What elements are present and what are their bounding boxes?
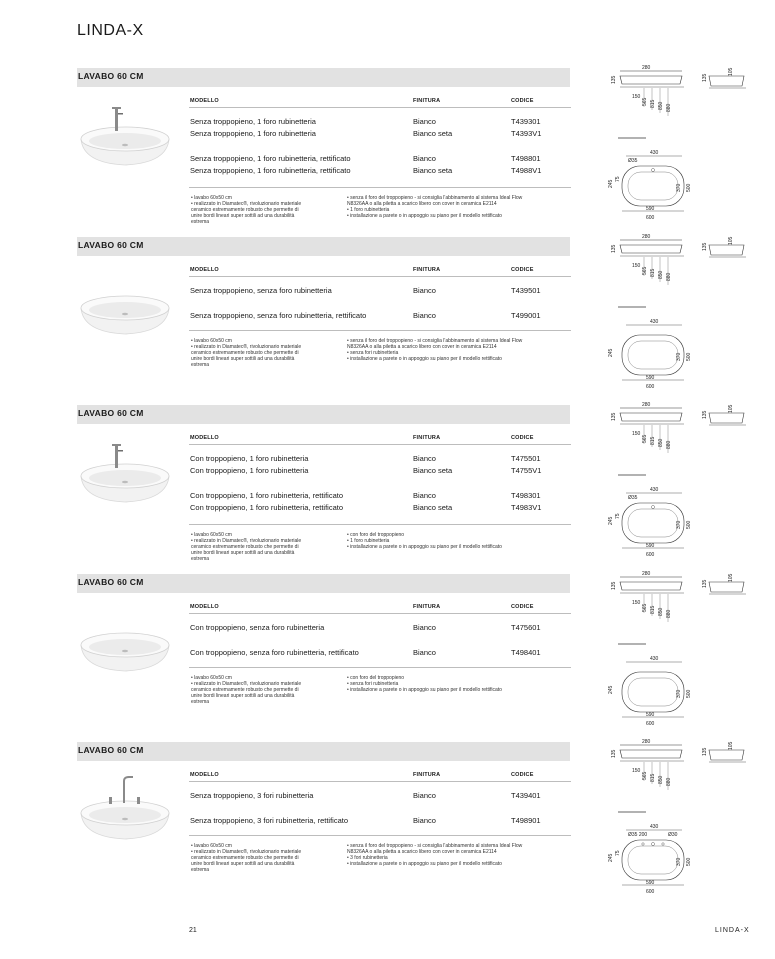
note-line: estrema	[191, 699, 210, 705]
notes-left	[191, 338, 301, 368]
dim-width: 280	[642, 234, 651, 240]
dim-150: 150	[632, 263, 641, 269]
dim-height: 565	[642, 603, 648, 612]
code-cell: T4988V1	[511, 166, 542, 175]
dim-side-depth: 105	[728, 67, 734, 76]
dim-height: 850	[658, 101, 664, 110]
drain	[122, 481, 128, 483]
column-header-code: CODICE	[511, 772, 534, 778]
dim-370: 370	[676, 520, 682, 529]
note-line: • senza fori rubinetteria	[347, 681, 399, 687]
note-line: N8326AA o alla piletta a scarico libero con cover in ceramica E2114	[347, 849, 497, 855]
dim-245: 245	[608, 853, 614, 862]
dim-height: 880	[666, 777, 672, 786]
note-line: ceramico estremamente robusto che permette di	[191, 350, 299, 356]
dim-height: 815	[650, 773, 656, 782]
note-line: ceramico estremamente robusto che permette di	[191, 544, 299, 550]
faucet-handle	[118, 113, 123, 115]
basin-photo	[77, 101, 173, 171]
notes-right	[347, 195, 522, 219]
dim-500: 500	[686, 352, 692, 361]
dim-500: 500	[686, 183, 692, 192]
column-header-code: CODICE	[511, 435, 534, 441]
page-number: 21	[189, 927, 197, 934]
code-cell: T4393V1	[511, 129, 542, 138]
plan-view-drawing	[606, 654, 706, 728]
dim-height: 815	[650, 268, 656, 277]
section-header-bar	[77, 405, 570, 424]
front-view-drawing	[606, 399, 706, 479]
dim-side-depth: 105	[728, 236, 734, 245]
dim-590: 590	[646, 880, 655, 886]
faucet-spout	[112, 107, 121, 109]
column-header-code: CODICE	[511, 267, 534, 273]
note-line: unire bordi lineari super sottili ad una durabilità	[191, 356, 295, 362]
dim-245: 245	[608, 179, 614, 188]
column-header-model: MODELLO	[190, 772, 219, 778]
finish-cell: Bianco seta	[413, 466, 453, 475]
dim-side-height: 135	[702, 410, 708, 419]
model-cell: Senza troppopieno, 1 foro rubinetteria	[190, 129, 316, 138]
product-section	[77, 234, 770, 405]
faucet-body	[115, 107, 118, 131]
model-cell: Con troppopieno, 1 foro rubinetteria	[190, 466, 309, 475]
dim-height: 565	[642, 434, 648, 443]
basin-side-profile	[709, 76, 744, 86]
basin-elevation	[620, 413, 682, 421]
model-cell: Con troppopieno, 1 foro rubinetteria, rettificato	[190, 503, 344, 512]
dim-height: 880	[666, 103, 672, 112]
plan-view-drawing	[606, 317, 706, 391]
dim-height: 880	[666, 609, 672, 618]
note-line: • lavabo 60x50 cm	[191, 675, 232, 681]
faucet-handle	[118, 450, 123, 452]
dim-370: 370	[676, 689, 682, 698]
basin-side-profile	[709, 582, 744, 592]
code-cell: T4755V1	[511, 466, 542, 475]
note-line: • senza il foro del troppopieno - si consiglia l'abbinamento al sistema Ideal Flow	[347, 338, 523, 344]
drain	[122, 650, 128, 652]
finish-cell: Bianco seta	[413, 129, 453, 138]
model-cell: Senza troppopieno, senza foro rubinetteria	[190, 286, 332, 295]
dim-height: 565	[642, 771, 648, 780]
dim-height: 850	[658, 438, 664, 447]
code-cell: T439301	[511, 117, 541, 126]
dim-430: 430	[650, 656, 659, 662]
front-view-drawing	[606, 736, 706, 816]
dim-height: 815	[650, 605, 656, 614]
dim-height: 850	[658, 270, 664, 279]
dim-width: 280	[642, 739, 651, 745]
code-cell: T475501	[511, 454, 541, 463]
basin-side-profile	[709, 750, 744, 760]
note-line: • installazione a parete o in appoggio su piano per il modello rettificato	[347, 544, 502, 550]
finish-cell: Bianco	[413, 286, 436, 295]
dim-hole: Ø35 200	[628, 832, 648, 838]
note-line: • senza fori rubinetteria	[347, 350, 399, 356]
side-view-drawing	[700, 62, 750, 102]
table-divider	[189, 667, 571, 668]
drain	[122, 313, 128, 315]
dim-width: 280	[642, 571, 651, 577]
note-line: ceramico estremamente robusto che permette di	[191, 855, 299, 861]
dim-hole-secondary: Ø30	[668, 832, 678, 838]
note-line: • installazione a parete o in appoggio su piano per il modello rettificato	[347, 861, 502, 867]
dim-150: 150	[632, 94, 641, 100]
note-line: N8326AA o alla piletta a scarico libero con cover in ceramica E2114	[347, 201, 497, 207]
front-view-drawing	[606, 231, 706, 311]
dim-side-depth: 105	[728, 573, 734, 582]
section-title: LAVABO 60 CM	[78, 408, 144, 418]
note-line: • realizzato in Diamatec®, rivoluzionario materiale	[191, 681, 302, 687]
note-line: • con foro del troppopieno	[347, 675, 405, 681]
dim-430: 430	[650, 319, 659, 325]
section-header-bar	[77, 742, 570, 761]
faucet-handle-left	[109, 797, 112, 804]
column-header-finish: FINITURA	[413, 98, 441, 104]
note-line: • lavabo 60x50 cm	[191, 195, 232, 201]
note-line: estrema	[191, 219, 210, 225]
basin-bowl	[89, 470, 161, 486]
side-view-drawing	[700, 399, 750, 439]
note-line: estrema	[191, 556, 210, 562]
note-line: • installazione a parete o in appoggio su piano per il modello rettificato	[347, 687, 502, 693]
finish-cell: Bianco	[413, 311, 436, 320]
note-line: • realizzato in Diamatec®, rivoluzionario materiale	[191, 344, 302, 350]
header-divider	[189, 781, 571, 782]
dim-side-height: 135	[702, 747, 708, 756]
note-line: • senza il foro del troppopieno - si consiglia l'abbinamento al sistema Ideal Flow	[347, 843, 523, 849]
drain	[122, 144, 128, 146]
finish-cell: Bianco	[413, 117, 436, 126]
model-cell: Con troppopieno, senza foro rubinetteria, rettificato	[190, 648, 359, 657]
finish-cell: Bianco	[413, 648, 436, 657]
header-divider	[189, 444, 571, 445]
product-section	[77, 739, 770, 910]
dim-370: 370	[676, 857, 682, 866]
code-cell: T439501	[511, 286, 541, 295]
dim-height: 880	[666, 440, 672, 449]
basin-bowl	[89, 302, 161, 318]
note-line: • realizzato in Diamatec®, rivoluzionario materiale	[191, 538, 302, 544]
table-divider	[189, 330, 571, 331]
dim-600: 600	[646, 552, 655, 558]
column-header-model: MODELLO	[190, 267, 219, 273]
dim-590: 590	[646, 543, 655, 549]
dim-150: 150	[632, 768, 641, 774]
finish-cell: Bianco	[413, 491, 436, 500]
note-line: • lavabo 60x50 cm	[191, 338, 232, 344]
dim-hole: Ø35	[628, 495, 638, 501]
dim-600: 600	[646, 384, 655, 390]
dim-245: 245	[608, 685, 614, 694]
header-divider	[189, 107, 571, 108]
section-header-bar	[77, 574, 570, 593]
dim-500: 500	[686, 689, 692, 698]
faucet-body	[115, 444, 118, 468]
dim-side-height: 135	[702, 73, 708, 82]
code-cell: T439401	[511, 791, 541, 800]
model-cell: Senza troppopieno, senza foro rubinetteria, rettificato	[190, 311, 367, 320]
dim-side-depth: 105	[728, 404, 734, 413]
notes-right	[347, 532, 502, 550]
basin-photo	[77, 775, 173, 845]
note-line: • con foro del troppopieno	[347, 532, 405, 538]
code-cell: T498301	[511, 491, 541, 500]
notes-right	[347, 338, 522, 362]
basin-elevation	[620, 750, 682, 758]
note-line: N8326AA o alla piletta a scarico libero con cover in ceramica E2114	[347, 344, 497, 350]
note-line: unire bordi lineari super sottili ad una durabilità	[191, 693, 295, 699]
side-view-drawing	[700, 568, 750, 608]
dim-245: 245	[608, 516, 614, 525]
note-line: estrema	[191, 867, 210, 873]
column-header-model: MODELLO	[190, 98, 219, 104]
basin-elevation	[620, 245, 682, 253]
plan-view-drawing	[606, 485, 706, 559]
basin-side-profile	[709, 245, 744, 255]
dim-height: 880	[666, 272, 672, 281]
plan-view-drawing	[606, 822, 706, 896]
model-cell: Senza troppopieno, 1 foro rubinetteria, rettificato	[190, 166, 351, 175]
notes-right	[347, 675, 502, 693]
plan-view-drawing	[606, 148, 706, 222]
basin-photo	[77, 270, 173, 340]
model-cell: Senza troppopieno, 1 foro rubinetteria, rettificato	[190, 154, 351, 163]
page-title: LINDA-X	[77, 22, 144, 39]
column-header-model: MODELLO	[190, 604, 219, 610]
finish-cell: Bianco	[413, 154, 436, 163]
dim-height-basin: 135	[611, 581, 617, 590]
header-divider	[189, 276, 571, 277]
note-line: ceramico estremamente robusto che permette di	[191, 207, 299, 213]
notes-left	[191, 532, 301, 562]
section-header-bar	[77, 237, 570, 256]
notes-left	[191, 843, 301, 873]
dim-590: 590	[646, 712, 655, 718]
product-section	[77, 571, 770, 742]
dim-430: 430	[650, 150, 659, 156]
code-cell: T475601	[511, 623, 541, 632]
dim-590: 590	[646, 375, 655, 381]
table-divider	[189, 835, 571, 836]
column-header-finish: FINITURA	[413, 604, 441, 610]
column-header-finish: FINITURA	[413, 772, 441, 778]
dim-150: 150	[632, 600, 641, 606]
model-cell: Senza troppopieno, 3 fori rubinetteria, rettificato	[190, 816, 349, 825]
code-cell: T498401	[511, 648, 541, 657]
column-header-code: CODICE	[511, 604, 534, 610]
model-cell: Con troppopieno, 1 foro rubinetteria, rettificato	[190, 491, 344, 500]
notes-left	[191, 195, 301, 225]
dim-600: 600	[646, 215, 655, 221]
notes-right	[347, 843, 522, 867]
finish-cell: Bianco seta	[413, 503, 453, 512]
note-line: • senza il foro del troppopieno - si consiglia l'abbinamento al sistema Ideal Flow	[347, 195, 523, 201]
dim-245: 245	[608, 348, 614, 357]
code-cell: T498901	[511, 816, 541, 825]
finish-cell: Bianco	[413, 816, 436, 825]
dim-height-basin: 135	[611, 412, 617, 421]
note-line: • 1 foro rubinetteria	[347, 207, 390, 213]
notes-left	[191, 675, 301, 705]
basin-bowl	[89, 639, 161, 655]
section-title: LAVABO 60 CM	[78, 577, 144, 587]
basin-photo	[77, 607, 173, 677]
code-cell: T4983V1	[511, 503, 542, 512]
model-cell: Con troppopieno, senza foro rubinetteria	[190, 623, 325, 632]
dim-height-basin: 135	[611, 244, 617, 253]
dim-height: 850	[658, 775, 664, 784]
basin-photo	[77, 438, 173, 508]
note-line: • installazione a parete o in appoggio su piano per il modello rettificato	[347, 213, 502, 219]
faucet-spout	[124, 777, 133, 803]
finish-cell: Bianco	[413, 454, 436, 463]
basin-elevation	[620, 76, 682, 84]
note-line: unire bordi lineari super sottili ad una durabilità	[191, 861, 295, 867]
note-line: unire bordi lineari super sottili ad una durabilità	[191, 213, 295, 219]
table-divider	[189, 187, 571, 188]
dim-height: 565	[642, 97, 648, 106]
note-line: • realizzato in Diamatec®, rivoluzionario materiale	[191, 849, 302, 855]
basin-elevation	[620, 582, 682, 590]
dim-hole: Ø35	[628, 158, 638, 164]
dim-430: 430	[650, 824, 659, 830]
dim-side-height: 135	[702, 242, 708, 251]
code-cell: T498801	[511, 154, 541, 163]
note-line: • 1 foro rubinetteria	[347, 538, 390, 544]
model-cell: Con troppopieno, 1 foro rubinetteria	[190, 454, 309, 463]
note-line: • realizzato in Diamatec®, rivoluzionario materiale	[191, 201, 302, 207]
section-header-bar	[77, 68, 570, 87]
note-line: • lavabo 60x50 cm	[191, 532, 232, 538]
dim-75: 75	[615, 513, 621, 519]
header-divider	[189, 613, 571, 614]
note-line: • installazione a parete o in appoggio su piano per il modello rettificato	[347, 356, 502, 362]
product-section	[77, 402, 770, 573]
dim-150: 150	[632, 431, 641, 437]
front-view-drawing	[606, 568, 706, 648]
section-title: LAVABO 60 CM	[78, 71, 144, 81]
model-cell: Senza troppopieno, 3 fori rubinetteria	[190, 791, 314, 800]
code-cell: T499001	[511, 311, 541, 320]
dim-height: 815	[650, 99, 656, 108]
dim-590: 590	[646, 206, 655, 212]
column-header-finish: FINITURA	[413, 435, 441, 441]
note-line: • lavabo 60x50 cm	[191, 843, 232, 849]
dim-500: 500	[686, 520, 692, 529]
dim-width: 280	[642, 65, 651, 71]
drain	[122, 818, 128, 820]
column-header-finish: FINITURA	[413, 267, 441, 273]
dim-370: 370	[676, 183, 682, 192]
dim-370: 370	[676, 352, 682, 361]
dim-height-basin: 135	[611, 749, 617, 758]
dim-height-basin: 135	[611, 75, 617, 84]
note-line: estrema	[191, 362, 210, 368]
column-header-code: CODICE	[511, 98, 534, 104]
dim-height: 565	[642, 266, 648, 275]
dim-side-depth: 105	[728, 741, 734, 750]
dim-height: 850	[658, 607, 664, 616]
dim-width: 280	[642, 402, 651, 408]
table-divider	[189, 524, 571, 525]
finish-cell: Bianco seta	[413, 166, 453, 175]
section-title: LAVABO 60 CM	[78, 240, 144, 250]
dim-side-height: 135	[702, 579, 708, 588]
finish-cell: Bianco	[413, 623, 436, 632]
basin-side-profile	[709, 413, 744, 423]
dim-height: 815	[650, 436, 656, 445]
basin-bowl	[89, 133, 161, 149]
dim-75: 75	[615, 176, 621, 182]
faucet-handle-right	[137, 797, 140, 804]
model-cell: Senza troppopieno, 1 foro rubinetteria	[190, 117, 316, 126]
dim-600: 600	[646, 889, 655, 895]
faucet-spout	[112, 444, 121, 446]
dim-500: 500	[686, 857, 692, 866]
finish-cell: Bianco	[413, 791, 436, 800]
note-line: unire bordi lineari super sottili ad una durabilità	[191, 550, 295, 556]
section-title: LAVABO 60 CM	[78, 745, 144, 755]
dim-430: 430	[650, 487, 659, 493]
side-view-drawing	[700, 231, 750, 271]
side-view-drawing	[700, 736, 750, 776]
column-header-model: MODELLO	[190, 435, 219, 441]
dim-75: 75	[615, 850, 621, 856]
front-view-drawing	[606, 62, 706, 142]
product-section	[77, 65, 770, 236]
basin-bowl	[89, 807, 161, 823]
dim-600: 600	[646, 721, 655, 727]
note-line: ceramico estremamente robusto che permette di	[191, 687, 299, 693]
footer-brand: LINDA-X	[715, 927, 750, 934]
note-line: • 3 fori rubinetteria	[347, 855, 388, 861]
